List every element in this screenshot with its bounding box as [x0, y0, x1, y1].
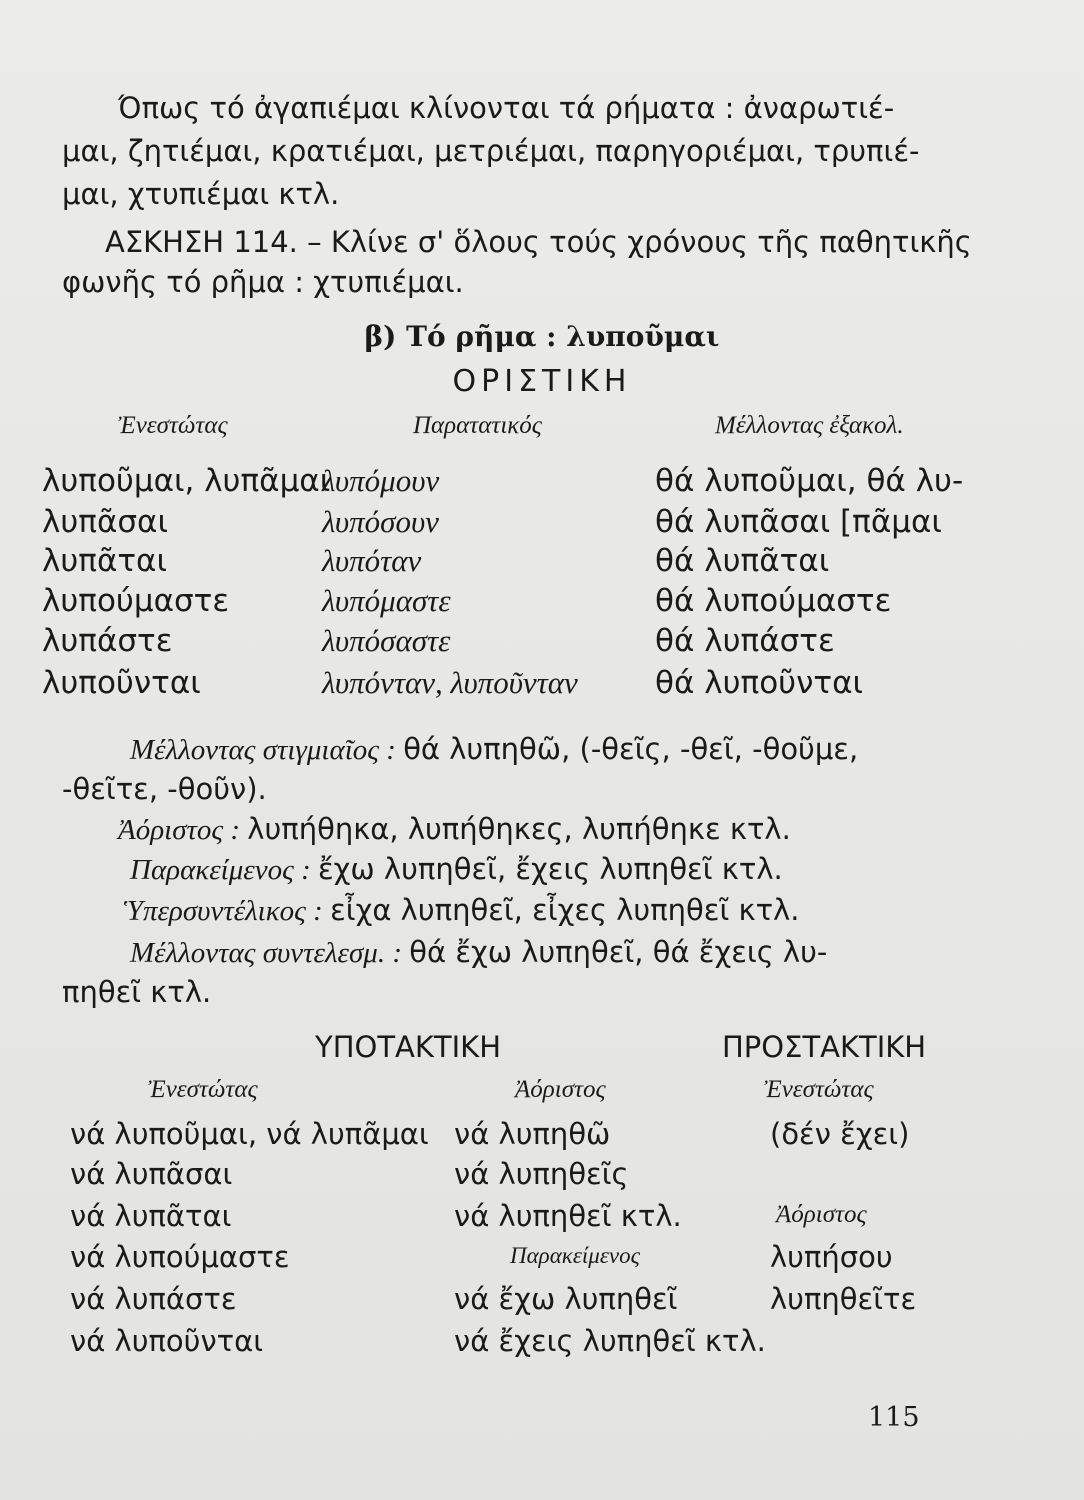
perfect-label: Παρακείμενος : — [130, 854, 311, 886]
ind-imperfect-1: λυπόμουν — [322, 463, 440, 498]
page-number: 115 — [868, 1402, 920, 1433]
pluperfect-row — [124, 893, 799, 928]
ind-imperfect-4: λυπόμαστε — [322, 583, 451, 618]
ind-present-2: λυπᾶσαι — [42, 504, 168, 540]
indicative-heading: ΟΡΙΣΤΙΚΗ — [452, 364, 632, 399]
future-simple-label: Μέλλοντας στιγμιαῖος : — [130, 734, 396, 766]
future-simple-text: θά λυπηθῶ, (-θεῖς, -θεῖ, -θοῦμε, — [403, 732, 859, 766]
indicative-present-header: Ἐνεστώτας — [118, 412, 228, 439]
future-simple-row — [130, 732, 858, 767]
intro-line-3: μαι, χτυπιέμαι κτλ. — [62, 177, 340, 211]
ind-future-4: θά λυπούμαστε — [655, 583, 892, 619]
subj-aorist-header: Ἀόριστος — [515, 1076, 606, 1103]
subj-aorist-1: νά λυπηθῶ — [454, 1117, 611, 1151]
indicative-imperfect-header: Παρατατικός — [413, 412, 542, 439]
imp-aorist-2: λυπηθεῖτε — [770, 1282, 917, 1316]
ind-future-2: θά λυπᾶσαι [πᾶμαι — [655, 504, 942, 540]
exercise-line-2: φωνῆς τό ρῆμα : χτυπιέμαι. — [62, 265, 464, 299]
ind-present-1: λυποῦμαι, λυπᾶμαι — [42, 463, 331, 499]
subj-perfect-2: νά ἔχεις λυπηθεῖ κτλ. — [454, 1324, 766, 1358]
subj-perfect-header: Παρακείμενος — [510, 1243, 640, 1268]
subj-present-4: νά λυπούμαστε — [70, 1240, 290, 1274]
subj-present-3: νά λυπᾶται — [70, 1199, 232, 1233]
future-simple-cont: -θεῖτε, -θοῦν). — [62, 772, 267, 806]
imp-aorist-header: Ἀόριστος — [776, 1201, 867, 1228]
future-perfect-row — [130, 935, 827, 970]
subjunctive-heading: ΥΠΟΤΑΚΤΙΚΗ — [315, 1030, 502, 1064]
ind-future-6: θά λυποῦνται — [655, 665, 864, 701]
subj-present-1: νά λυποῦμαι, νά λυπᾶμαι — [70, 1117, 429, 1151]
pluperfect-text: εἶχα λυπηθεῖ, εἶχες λυπηθεῖ κτλ. — [330, 893, 800, 927]
subj-aorist-2: νά λυπηθεῖς — [454, 1157, 629, 1191]
ind-present-4: λυπούμαστε — [42, 583, 230, 619]
ind-imperfect-2: λυπόσουν — [322, 504, 439, 539]
perfect-row — [130, 852, 783, 887]
perfect-text: ἔχω λυπηθεῖ, ἔχεις λυπηθεῖ κτλ. — [318, 852, 783, 886]
aorist-text: λυπήθηκα, λυπήθηκες, λυπήθηκε κτλ. — [247, 812, 791, 846]
imp-aorist-1: λυπήσου — [770, 1240, 893, 1274]
subj-perfect-1: νά ἔχω λυπηθεῖ — [454, 1282, 678, 1316]
subj-aorist-3: νά λυπηθεῖ κτλ. — [454, 1199, 682, 1233]
imp-present-header: Ἐνεστώτας — [764, 1076, 874, 1103]
aorist-label: Ἀόριστος : — [118, 814, 241, 846]
intro-line-2: μαι, ζητιέμαι, κρατιέμαι, μετριέμαι, παρηγοριέμαι, τρυπιέ- — [62, 134, 920, 168]
indicative-future-header: Μέλλοντας ἐξακολ. — [715, 412, 904, 439]
imperative-heading: ΠΡΟΣΤΑΚΤΙΚΗ — [722, 1030, 927, 1064]
ind-imperfect-6: λυπόνταν, λυποῦνταν — [322, 665, 578, 700]
future-perfect-text: θά ἔχω λυπηθεῖ, θά ἔχεις λυ- — [409, 935, 828, 969]
subj-present-header: Ἐνεστώτας — [148, 1076, 258, 1103]
ind-present-3: λυπᾶται — [42, 543, 167, 579]
ind-imperfect-5: λυπόσαστε — [322, 623, 451, 658]
imp-present-note: (δέν ἔχει) — [770, 1117, 910, 1151]
pluperfect-label: Ὑπερσυντέλικος : — [124, 895, 323, 927]
exercise-line-1: ΑΣΚΗΣΗ 114. – Κλίνε σ' ὅλους τούς χρόνους τῆς παθητικῆς — [105, 225, 972, 259]
ind-future-3: θά λυπᾶται — [655, 543, 830, 579]
subj-present-2: νά λυπᾶσαι — [70, 1157, 233, 1191]
section-title: β) Τό ρῆμα : λυποῦμαι — [364, 320, 720, 353]
future-perfect-cont: πηθεῖ κτλ. — [62, 975, 212, 1009]
ind-present-5: λυπάστε — [42, 623, 173, 659]
subj-present-6: νά λυποῦνται — [70, 1324, 264, 1358]
subj-present-5: νά λυπάστε — [70, 1282, 237, 1316]
ind-present-6: λυποῦνται — [42, 665, 201, 701]
aorist-row — [118, 812, 791, 847]
ind-future-5: θά λυπάστε — [655, 623, 835, 659]
future-perfect-label: Μέλλοντας συντελεσμ. : — [130, 937, 402, 969]
ind-future-1: θά λυποῦμαι, θά λυ- — [655, 463, 964, 499]
ind-imperfect-3: λυπόταν — [322, 543, 422, 578]
intro-line-1: Όπως τό ἀγαπιέμαι κλίνονται τά ρήματα : ἀναρωτιέ- — [118, 91, 895, 125]
